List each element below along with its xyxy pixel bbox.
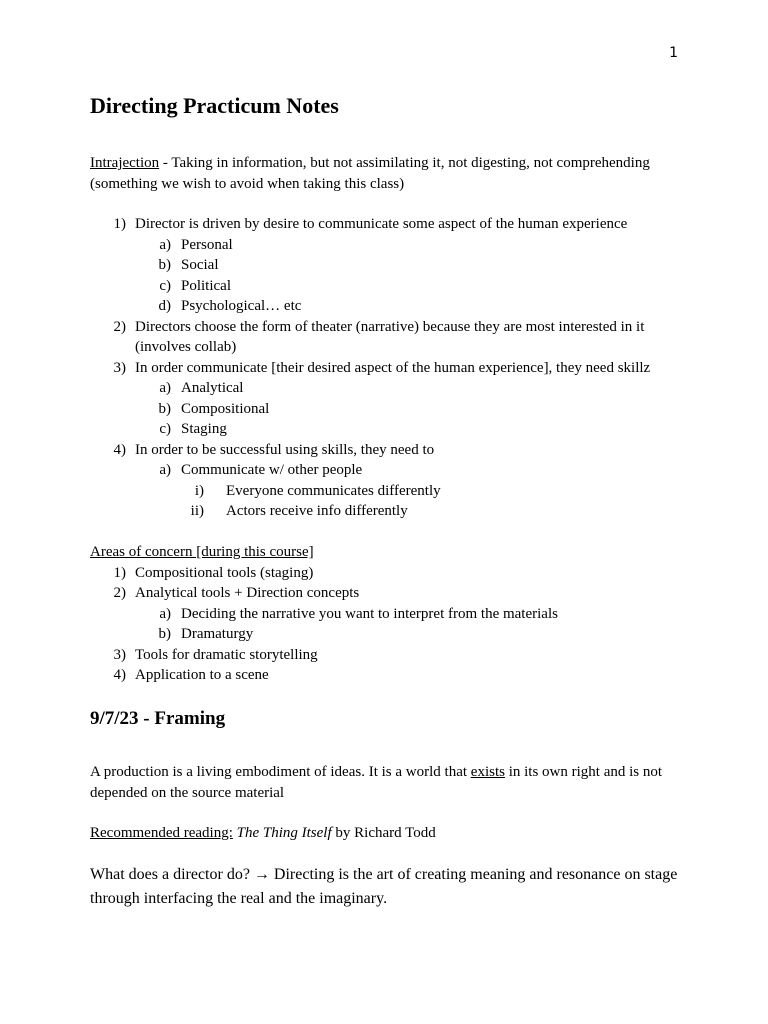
intrajection-term: Intrajection: [90, 155, 160, 171]
section-heading-framing: 9/7/23 - Framing: [90, 708, 226, 729]
exists-underlined: exists: [470, 764, 505, 780]
document-page: 1 Directing Practicum Notes Intrajection - Taking in information, but not assimilating it, not digesting, not comprehending (something we wish to avoid when taking this class) 1) Director is driven by desire to communicate some aspect of the human experience a) Personal b) Social c) Political d) Psychological… etc 2) Directors choose the form of theater (narrative) because they are most interested in it (involves collab) 3) In order communicate [their desired aspect of the human experience], they need skillz a) Analytical b) Compositional c) Staging 4) In order to be successful using skills, they need to a) Communicate w/ other people i) Everyone communicates differently ii) Actors receive info differently Areas of concern [during this course] 1) Compositional tools (staging) 2) Analytical tools + Direction concepts a) Deciding the narrative you want to interpret from the materials b) Dramaturgy 3) Tools for dramatic storytelling 4) Application to a scene 9/7/23 - Framing A production is a living embodiment of ideas. It is a world that exists in its own right and is not depended on the source material Recommended reading: The Thing Itself by Richard Todd What does a director do? → Directing is the art of creating meaning and resonance on stage through interfacing the real and the imaginary.: [0, 0, 768, 1024]
production-paragraph: A production is a living embodiment of ideas. It is a world that exists in its own right and is not depended on the source material: [90, 764, 663, 801]
intrajection-definition: [90, 153, 680, 194]
page-number: 1: [669, 45, 678, 61]
document-title: Directing Practicum Notes: [90, 93, 339, 118]
areas-of-concern-heading: Areas of concern [during this course]: [90, 544, 314, 560]
recommended-reading-label: Recommended reading:: [90, 825, 233, 841]
director-definition: What does a director do? → Directing is the art of creating meaning and resonance on stage through interfacing the real and the imaginary.: [90, 866, 678, 907]
intrajection-text: - Taking in information, but not assimilating it, not digesting, not comprehending (something we wish to avoid when taking this class): [90, 155, 650, 192]
recommended-reading: Recommended reading: The Thing Itself by Richard Todd: [90, 825, 436, 841]
book-title: The Thing Itself: [236, 825, 332, 841]
